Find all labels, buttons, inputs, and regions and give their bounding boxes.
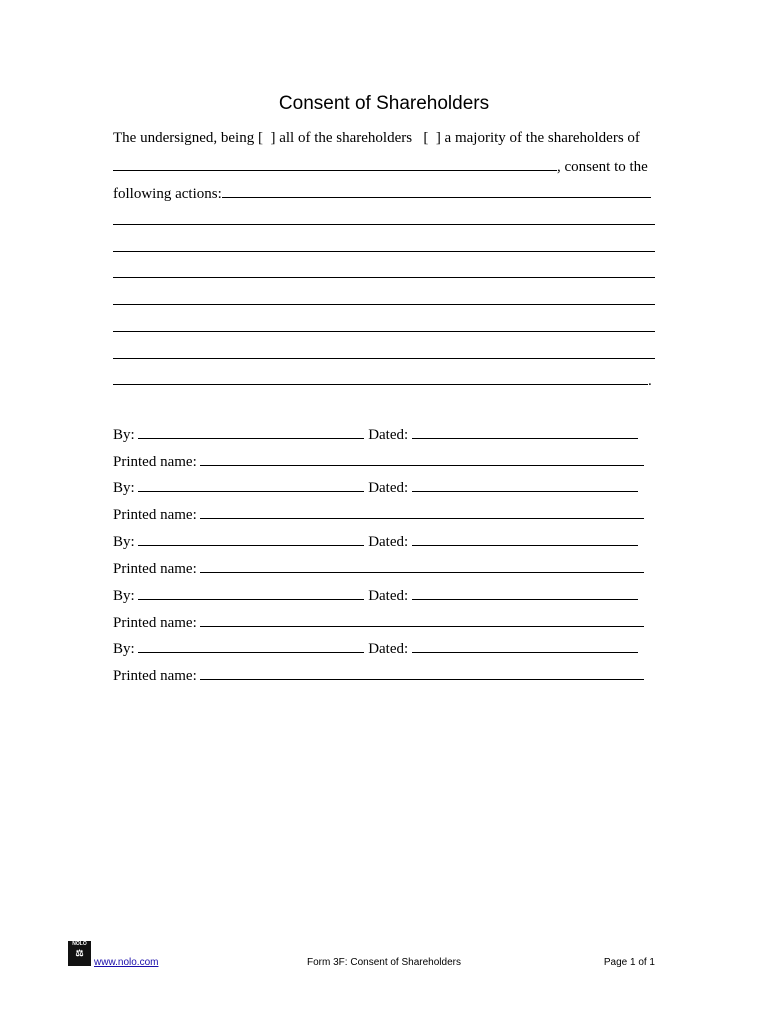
website-link[interactable]: www.nolo.com [94,957,159,968]
dated-label: Dated: [368,588,409,604]
dated-label: Dated: [368,534,409,550]
actions-field-3[interactable] [113,251,655,252]
page-title: Consent of Shareholders [278,93,490,114]
printed-name-field-5[interactable] [200,665,644,680]
printed-name-field-2[interactable] [200,504,644,519]
signature-row-1 [113,424,638,442]
printed-name-row-5 [113,665,644,683]
signature-row-3 [113,531,638,549]
by-signature-field-2[interactable] [138,477,364,492]
actions-last-line [113,370,652,388]
logo-text: NOLO [72,941,87,947]
intro-line-1: The undersigned, being [ ] all of the shareholders [ ] a majority of the shareholders of [113,130,640,146]
by-signature-field-1[interactable] [138,424,364,439]
intro-line-2 [113,156,648,174]
signature-row-2 [113,477,638,495]
dated-label: Dated: [368,480,409,496]
actions-field-1[interactable] [222,183,651,198]
printed-name-row-3 [113,558,644,576]
by-signature-field-3[interactable] [138,531,364,546]
signature-row-4 [113,585,638,603]
printed-name-row-2 [113,504,644,522]
actions-field-7[interactable] [113,358,655,359]
printed-name-label: Printed name: [113,561,197,577]
printed-name-field-4[interactable] [200,612,644,627]
by-label: By: [113,480,135,496]
dated-field-4[interactable] [412,585,638,600]
actions-label: following actions: [113,186,222,202]
by-label: By: [113,534,135,550]
form-name: Form 3F: Consent of Shareholders [307,957,461,968]
intro-line-2-suffix: , consent to the [557,159,648,175]
actions-field-2[interactable] [113,224,655,225]
printed-name-label: Printed name: [113,454,197,470]
by-signature-field-4[interactable] [138,585,364,600]
dated-field-2[interactable] [412,477,638,492]
printed-name-label: Printed name: [113,668,197,684]
by-label: By: [113,641,135,657]
intro-line-3 [113,183,651,201]
page-info: Page 1 of 1 [603,957,655,968]
actions-field-8[interactable] [113,370,648,385]
signature-row-5 [113,638,638,656]
by-label: By: [113,427,135,443]
printed-name-row-4 [113,612,644,630]
printed-name-row-1 [113,451,644,469]
by-signature-field-5[interactable] [138,638,364,653]
by-label: By: [113,588,135,604]
actions-field-4[interactable] [113,277,655,278]
printed-name-field-1[interactable] [200,451,644,466]
dated-field-5[interactable] [412,638,638,653]
dated-label: Dated: [368,427,409,443]
printed-name-field-3[interactable] [200,558,644,573]
company-name-field[interactable] [113,156,557,171]
actions-period: . [648,373,652,389]
actions-field-5[interactable] [113,304,655,305]
printed-name-label: Printed name: [113,615,197,631]
dated-label: Dated: [368,641,409,657]
printed-name-label: Printed name: [113,507,197,523]
dated-field-3[interactable] [412,531,638,546]
dated-field-1[interactable] [412,424,638,439]
scales-icon: ⚖ [75,948,84,958]
actions-field-6[interactable] [113,331,655,332]
